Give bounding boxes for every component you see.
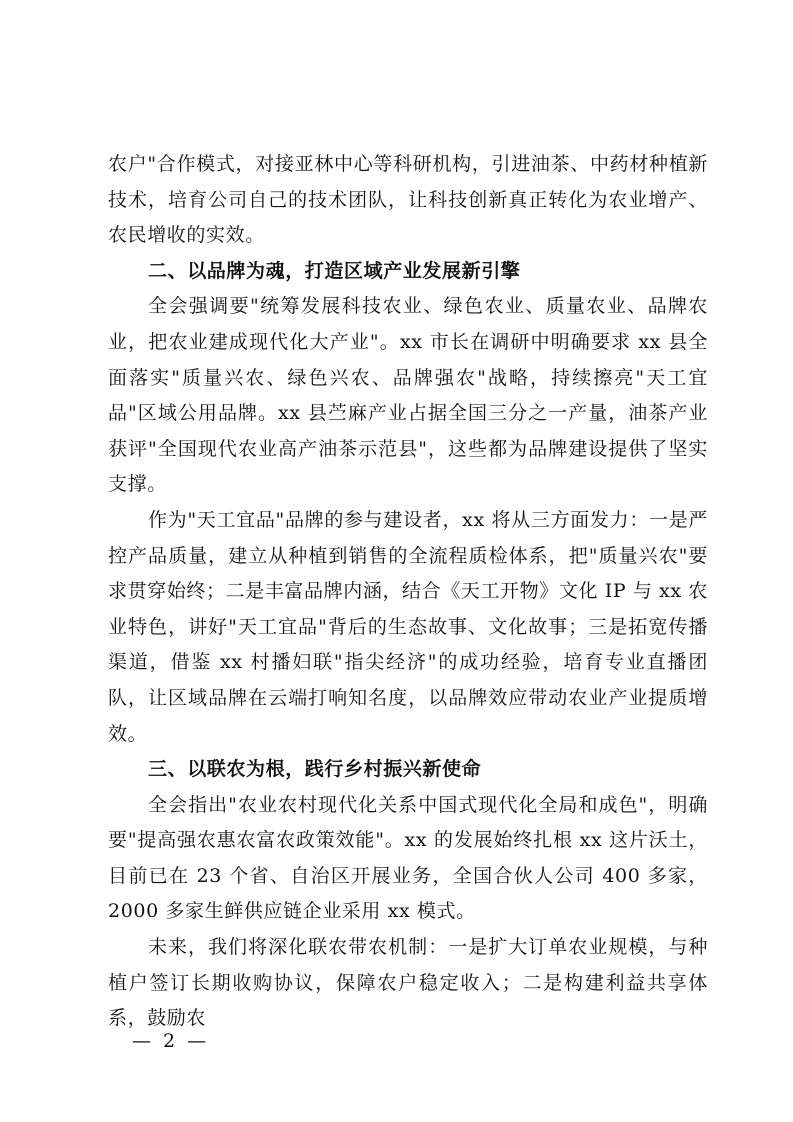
continuation-paragraph: 农户"合作模式，对接亚林中心等科研机构，引进油茶、中药材种植新技术，培育公司自己的技术团队，让科技创新真正转化为农业增产、农民增收的实效。 [108, 153, 708, 247]
section-2-paragraph-2: 作为"天工宜品"品牌的参与建设者，xx 将从三方面发力：一是严控产品质量，建立从种植到销售的全流程质检体系，把"质量兴农"要求贯穿始终；二是丰富品牌内涵，结合《天工开物》文化 IP 与 xx 农业特色，讲好"天工宜品"背后的生态故事、文化故事；三是拓宽传播渠道，借鉴 xx 村播妇联"指尖经济"的成功经验，培育专业直播团队，让区域品牌在云端打响知名度，以品牌效应带动农业产业提质增效。 [108, 508, 708, 745]
section-3-heading: 三、以联农为根，践行乡村振兴新使命 [148, 758, 482, 781]
section-3-paragraph-2: 未来，我们将深化联农带农机制：一是扩大订单农业规模，与种植户签订长期收购协议，保障农户稳定收入；二是构建利益共享体系，鼓励农 [108, 936, 708, 1030]
document-body [108, 147, 708, 1037]
section-2-heading: 二、以品牌为魂，打造区域产业发展新引擎 [148, 259, 521, 282]
section-2-paragraph-1: 全会强调要"统筹发展科技农业、绿色农业、质量农业、品牌农业，把农业建成现代化大产业"。xx 市长在调研中明确要求 xx 县全面落实"质量兴农、绿色兴农、品牌强农"战略，持续擦亮"天工宜品"区域公用品牌。xx 县苎麻产业占据全国三分之一产量，油茶产业获评"全国现代农业高产油茶示范县"，这些都为品牌建设提供了坚实支撑。 [108, 295, 708, 496]
section-3-paragraph-1: 全会指出"农业农村现代化关系中国式现代化全局和成色"，明确要"提高强农惠农富农政策效能"。xx 的发展始终扎根 xx 这片沃土，目前已在 23 个省、自治区开展业务，全国合伙人公司 400 多家，2000 多家生鲜供应链企业采用 xx 模式。 [108, 793, 708, 923]
page-number: — 2 — [132, 1030, 210, 1052]
